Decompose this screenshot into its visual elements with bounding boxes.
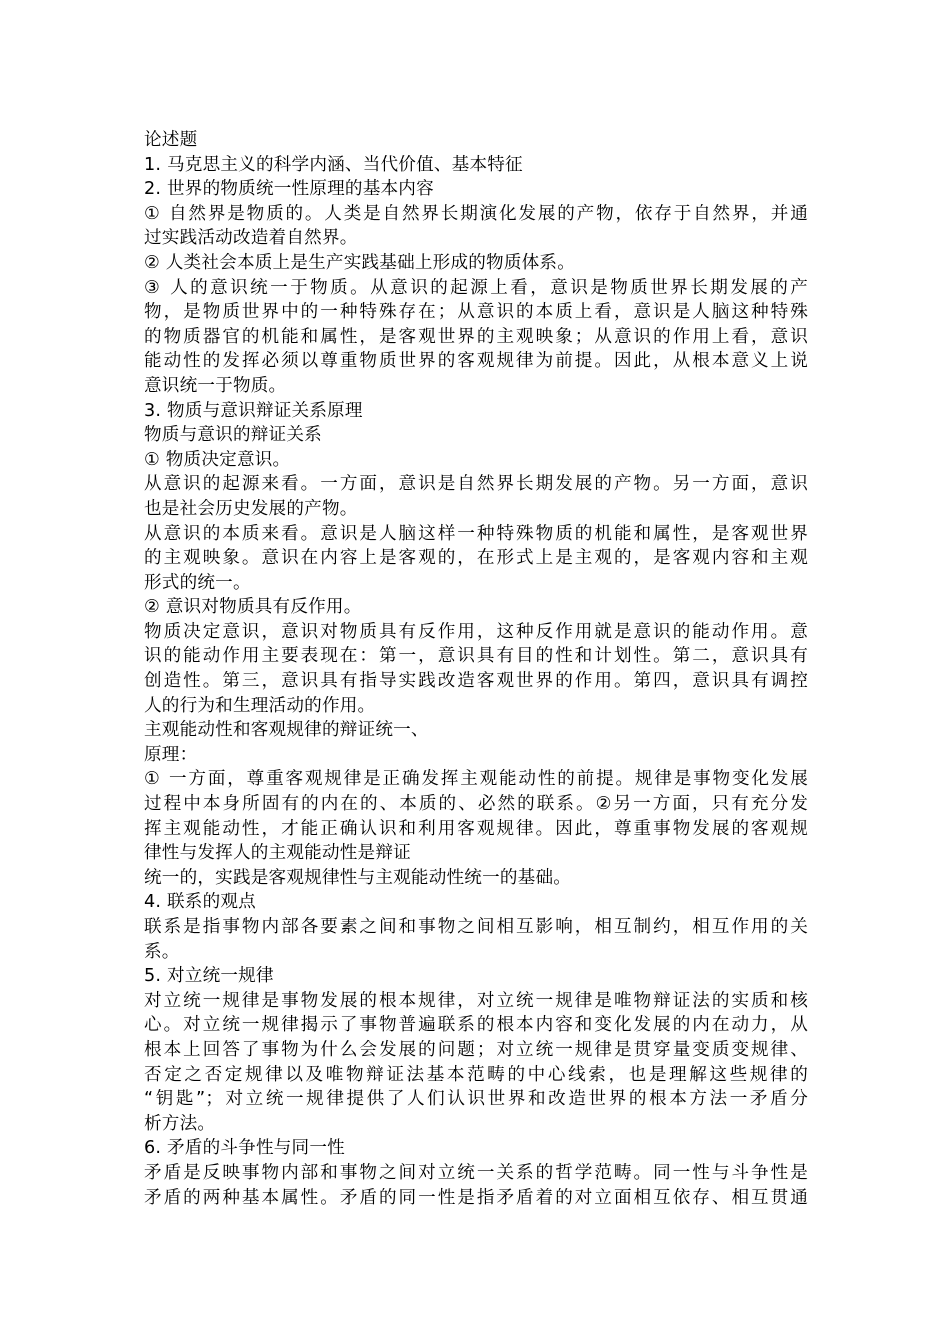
text-line: 识的能动作用主要表现在：第一，意识具有目的性和计划性。第二，意识具有 [144,646,808,667]
text-line: 创造性。第三，意识具有指导实践改造客观世界的作用。第四，意识具有调控 [144,671,808,692]
text-line: 5. 对立统一规律 [144,966,274,987]
text-line: 心。对立统一规律揭示了事物普遍联系的根本内容和变化发展的内在动力，从 [144,1015,808,1036]
text-line: 意识统一于物质。 [144,375,287,396]
text-line: ② 意识对物质具有反作用。 [144,597,362,618]
text-line: 联系是指事物内部各要素之间和事物之间相互影响，相互制约，相互作用的关 [144,917,808,937]
text-line: 根本上回答了事物为什么会发展的问题；对立统一规律是贯穿量变质变规律、 [144,1039,808,1060]
text-line: ① 一方面，尊重客观规律是正确发挥主观能动性的前提。规律是事物变化发展 [144,769,808,790]
text-line: 矛盾是反映事物内部和事物之间对立统一关系的哲学范畴。同一性与斗争性是 [144,1162,808,1183]
text-line: 6. 矛盾的斗争性与同一性 [144,1138,345,1159]
text-line: ① 自然界是物质的。人类是自然界长期演化发展的产物，依存于自然界，并通 [144,203,808,224]
text-line: 物，是物质世界中的一种特殊存在；从意识的本质上看，意识是人脑这种特殊 [144,302,808,323]
text-line: 律性与发挥人的主观能动性是辩证 [144,843,411,864]
text-line: 也是社会历史发展的产物。 [144,498,358,519]
text-line: 能动性的发挥必须以尊重物质世界的客观规律为前提。因此，从根本意义上说 [144,351,808,372]
text-line: 统一的，实践是客观规律性与主观能动性统一的基础。 [144,867,572,888]
text-line: 矛盾的两种基本属性。矛盾的同一性是指矛盾着的对立面相互依存、相互贯通 [144,1187,808,1208]
text-line: ③ 人的意识统一于物质。从意识的起源上看，意识是物质世界长期发展的产 [144,277,808,298]
text-line: 主观能动性和客观规律的辩证统一、 [144,720,429,741]
text-line: 形式的统一。 [144,572,251,593]
text-line: 过程中本身所固有的内在的、本质的、必然的联系。②另一方面，只有充分发 [144,794,808,815]
text-line: ① 物质决定意识。 [144,449,291,470]
text-line: 1. 马克思主义的科学内涵、当代价值、基本特征 [144,154,523,175]
text-line: 析方法。 [144,1113,216,1134]
text-line: “钥匙”；对立统一规律提供了人们认识世界和改造世界的根本方法一矛盾分 [144,1089,808,1110]
text-line: 物质与意识的辩证关系 [144,425,322,446]
text-line: 系。 [144,941,180,962]
text-line: 对立统一规律是事物发展的根本规律，对立统一规律是唯物辩证法的实质和核 [144,990,808,1011]
text-line: 原理： [144,744,198,765]
text-line: 人的行为和生理活动的作用。 [144,695,376,716]
text-line: 挥主观能动性，才能正确认识和利用客观规律。因此，尊重事物发展的客观规 [144,818,808,839]
text-line: 3. 物质与意识辩证关系原理 [144,400,363,421]
text-line: 的物质器官的机能和属性，是客观世界的主观映象；从意识的作用上看，意识 [144,326,808,347]
document-page [144,128,808,1210]
text-line: 2. 世界的物质统一性原理的基本内容 [144,179,434,200]
section-title: 论述题 [144,130,198,150]
text-line: 从意识的起源来看。一方面，意识是自然界长期发展的产物。另一方面，意识 [144,474,808,495]
text-line: 4. 联系的观点 [144,892,256,913]
text-line: 的主观映象。意识在内容上是客观的，在形式上是主观的，是客观内容和主观 [144,548,808,569]
text-line: 从意识的本质来看。意识是人脑这样一种特殊物质的机能和属性，是客观世界 [144,523,808,544]
text-line: 过实践活动改造着自然界。 [144,228,358,249]
text-line: 物质决定意识，意识对物质具有反作用，这种反作用就是意识的能动作用。意 [144,621,808,642]
text-line: ② 人类社会本质上是生产实践基础上形成的物质体系。 [144,252,576,273]
text-line: 否定之否定规律以及唯物辩证法基本范畴的中心线索，也是理解这些规律的 [144,1064,808,1085]
